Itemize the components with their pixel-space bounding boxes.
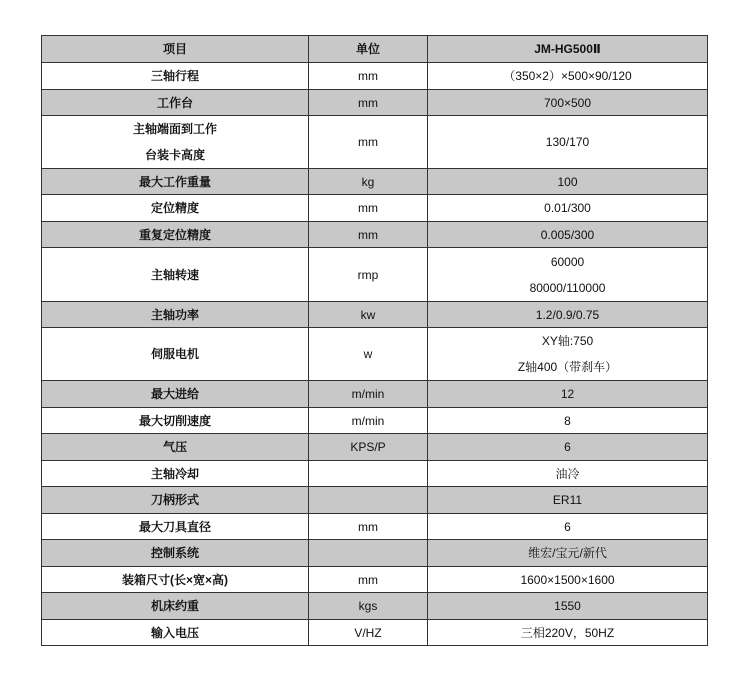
table-row [42,408,708,434]
row-unit: mm [309,195,428,222]
table-row [42,620,708,646]
table-row [42,116,708,169]
row-item: 主轴转速 [42,248,309,302]
row-item-line: 台装卡高度 [144,148,205,162]
row-value: 维宏/宝元/新代 [428,540,708,567]
row-item: 控制系统 [42,540,309,567]
row-value: 0.005/300 [428,222,708,248]
row-value: 1550 [428,593,708,620]
row-unit: mm [309,514,428,540]
row-value: 12 [428,381,708,408]
table-row [42,434,708,461]
row-unit: m/min [309,381,428,408]
row-value: 0.01/300 [428,195,708,222]
row-item: 气压 [42,434,309,461]
row-item: 重复定位精度 [42,222,309,248]
row-item: 输入电压 [42,620,309,646]
row-value: 100 [428,169,708,195]
table-row [42,90,708,116]
row-value: 三相220V，50HZ [428,620,708,646]
table-row [42,487,708,514]
table-row [42,63,708,90]
row-value-line: 60000 [550,254,585,269]
row-value: （350×2）×500×90/120 [428,63,708,90]
row-value [428,328,708,381]
table-row [42,540,708,567]
row-unit [309,487,428,514]
header-item: 项目 [42,36,309,63]
row-item: 机床约重 [42,593,309,620]
header-unit: 单位 [309,36,428,63]
row-item: 最大切削速度 [42,408,309,434]
row-unit: kgs [309,593,428,620]
table-row [42,248,708,302]
row-item: 主轴冷却 [42,461,309,487]
table-row [42,593,708,620]
row-item: 装箱尺寸(长×宽×高) [42,567,309,593]
row-value-line: XY轴:750 [541,334,594,348]
row-value: 700×500 [428,90,708,116]
row-value: ER11 [428,487,708,514]
row-value: 1.2/0.9/0.75 [428,302,708,328]
row-item: 定位精度 [42,195,309,222]
table-row [42,567,708,593]
row-item: 主轴功率 [42,302,309,328]
table-row [42,461,708,487]
row-value-line: 80000/110000 [529,280,606,295]
spec-table [41,35,708,646]
row-unit: V/HZ [309,620,428,646]
row-value: 8 [428,408,708,434]
row-unit: mm [309,63,428,90]
row-unit: KPS/P [309,434,428,461]
row-value-line: Z轴400（带刹车） [517,360,618,374]
row-item: 工作台 [42,90,309,116]
row-item: 三轴行程 [42,63,309,90]
table-row [42,514,708,540]
row-item: 最大工作重量 [42,169,309,195]
row-value: 6 [428,434,708,461]
row-value: 油冷 [428,461,708,487]
row-value [428,248,708,302]
table-row [42,302,708,328]
header-model: JM-HG500Ⅱ [428,36,708,63]
row-unit: kg [309,169,428,195]
row-unit: kw [309,302,428,328]
row-unit [309,461,428,487]
table-header-row [42,36,708,63]
row-unit: mm [309,90,428,116]
row-item: 最大进给 [42,381,309,408]
row-unit [309,540,428,567]
row-unit: w [309,328,428,381]
row-unit: mm [309,567,428,593]
table-row [42,328,708,381]
row-item [42,116,309,169]
table-row [42,222,708,248]
row-unit: mm [309,116,428,169]
row-unit: rmp [309,248,428,302]
row-value: 130/170 [428,116,708,169]
table-row [42,381,708,408]
row-item-line: 主轴端面到工作 [132,122,217,136]
row-value: 1600×1500×1600 [428,567,708,593]
row-item: 最大刀具直径 [42,514,309,540]
table-row [42,169,708,195]
row-item: 伺服电机 [42,328,309,381]
row-value: 6 [428,514,708,540]
row-unit: mm [309,222,428,248]
row-unit: m/min [309,408,428,434]
row-item: 刀柄形式 [42,487,309,514]
table-row [42,195,708,222]
